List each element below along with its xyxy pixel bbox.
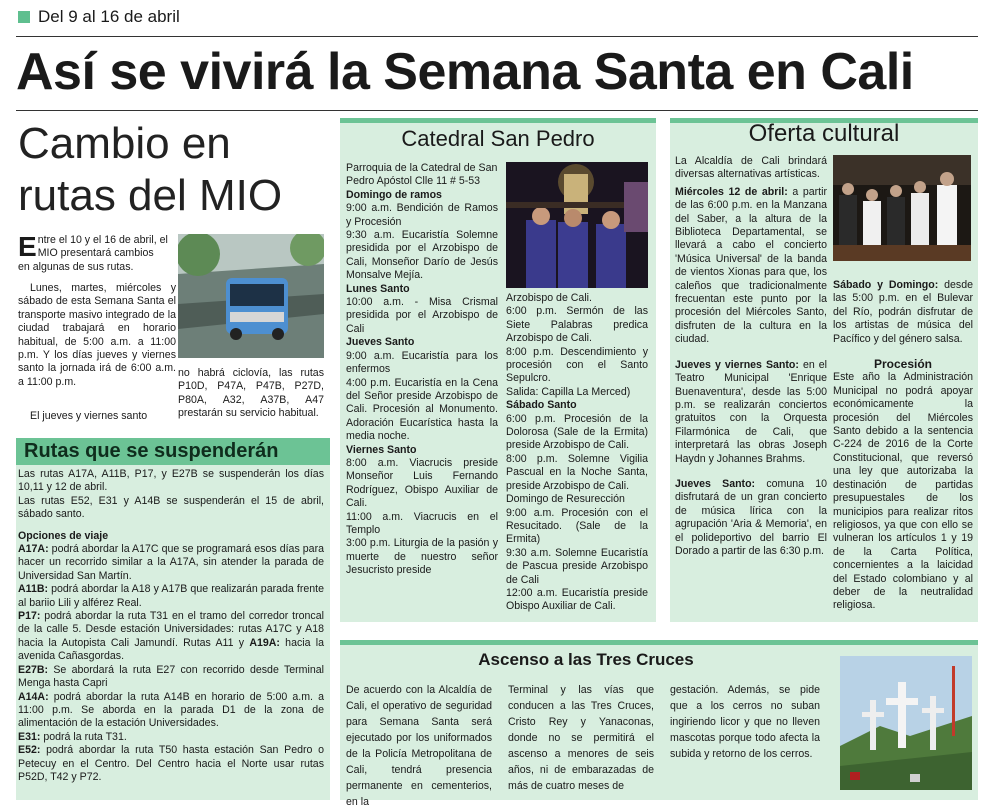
rutas-title: Rutas que se suspenderán — [24, 440, 279, 462]
option-a14a — [18, 691, 324, 731]
ascenso-col-2: Terminal y las vías que conducen a las Tres Cruces, Cristo Rey y Yanaconas, donde no se permitirá el ascenso a menores de seis años, ni de embarazadas de más de cuatro meses de — [508, 684, 654, 792]
viernes-item: 8:00 a.m. Viacrucis preside Monseñor Luis Fernando Rodríguez, Obispo Auxiliar de Cali. — [346, 456, 498, 510]
viernes-item: 11:00 a.m. Viacrucis en el Templo — [346, 510, 498, 536]
catedral-top-bar — [340, 118, 656, 123]
col2-item: Arzobispo de Cali. — [506, 292, 592, 304]
date-bar — [18, 6, 180, 28]
ascenso-col-3: gestación. Además, se pide que a los cerros no suban ingiriendo licor y que no lleven mascotas porque todo afecta la subida y retorno de los cerros. — [670, 684, 820, 760]
option-text: podrá abordar la A17C que se programará esos días para hacer un recorrido similar a la A17A, sin atender la parada de Universidad San Martín. — [18, 543, 324, 582]
sabado-item: 8:00 p.m. Solemne Vigilia Pascual en la Noche Santa, preside Arzobispo de Cali. — [506, 452, 648, 492]
js-label: Jueves Santo: — [675, 477, 756, 490]
mio-title-line-1: Cambio en — [18, 119, 231, 168]
option-text: podrá abordar la ruta T31 en el tramo del corredor troncal de la calle 5. Desde estación Universidades: rutas A17C y A18 hacia la Autopista Cali Jamundí. Rutas A11 y — [18, 610, 324, 649]
lunes-title: Lunes Santo — [346, 282, 410, 295]
orchestra-photo — [833, 155, 971, 261]
mio-paragraph-2: Lunes, martes, miércoles y sábado de esta Semana Santa el transporte masivo integrado de la ciudad trabajará en horario habitual, de 5:00 a.m. a 11:00 p.m. Y los días jueves y viernes santo la jornada irá de 6:00 a.m. a 11:00 p.m. — [18, 282, 176, 388]
option-route: P17: — [18, 610, 41, 623]
intro-line-1: ntre el 10 y el 16 de abril, el — [37, 234, 168, 246]
intro-line-2: MIO presentará cambios — [37, 247, 154, 260]
sabado-title: Sábado Santo — [506, 399, 577, 412]
option-text: podrá abordar la ruta T50 hasta estación San Pedro o Petecuy en el Centro. Del Centro hacia el Norte usar rutas P52D, T42 y P72. — [18, 744, 325, 783]
option-route: A19A: — [249, 636, 280, 649]
sabado-item: 6:00 p.m. Procesión de la Dolorosa (Sale de la Ermita) preside Arzobispo de Cali. — [506, 412, 648, 452]
sd-label: Sábado y Domingo: — [833, 279, 939, 291]
catedral-title: Catedral San Pedro — [401, 126, 595, 151]
mio-intro — [18, 231, 176, 274]
option-a11b — [18, 583, 324, 610]
ascenso-col-1: De acuerdo con la Alcaldía de Cali, el operativo de seguridad para Semana Santa será ejecutado por los uniformados de la Policía Metropolitana de Cali, tendrá presencia permanente en cementerios, en la — [346, 684, 492, 808]
option-route: A17A: — [18, 543, 49, 556]
green-square-icon — [18, 11, 30, 23]
option-route: E52: — [18, 744, 41, 757]
ascenso-title: Ascenso a las Tres Cruces — [478, 650, 694, 669]
miercoles-item — [675, 186, 827, 347]
resureccion-item: 9:30 a.m. Solemne Eucaristía de Pascua preside Arzobispo de Cali — [506, 546, 648, 586]
option-text: podrá la ruta T31. — [43, 730, 127, 743]
tres-cruces-photo — [840, 656, 972, 790]
catedral-intro: Parroquia de la Catedral de San Pedro Apóstol Clle 11 # 5-53 — [346, 162, 498, 188]
option-e52 — [18, 744, 324, 784]
option-e27b — [18, 664, 324, 691]
top-divider — [16, 36, 978, 37]
mio-paragraph-3-cont: no habrá ciclovía, las rutas P10D, P47A, P47B, P27D, P80A, A32, A37B, A47 prestarán su servicio habitual. — [178, 367, 324, 420]
jueves-viernes-item — [675, 359, 827, 466]
mio-bus-photo — [178, 234, 324, 358]
dropcap: E — [18, 231, 37, 262]
mio-title — [18, 118, 338, 222]
rutas-para-2: Las rutas E52, E31 y A14B se suspenderán el 15 de abril, sábado santo. — [18, 494, 324, 521]
js-text: comuna 10 disfrutará de un gran concierto de música lírica con la agrupación 'Aria & Memoria', en el polideportivo del barrio El Dorado a partir de las 6:30 p.m. — [675, 477, 827, 557]
date-label: Del 9 al 16 de abril — [38, 7, 180, 26]
miercoles-text: a partir de las 6:00 p.m. en la Manzana del Saber, a la altura de la Biblioteca Departamental, se llevará a cabo el concierto 'Música Universal' de la banda de vientos Xionas para que, los caleños que tradicionalmente frecuentan este punto por la procesión del Miércoles Santo, disfruten de la cultura en la ciudad. — [675, 185, 827, 346]
catedral-col-1 — [346, 162, 498, 578]
jv-label: Jueves y viernes Santo: — [675, 358, 799, 371]
option-text: Se abordará la ruta E27 con recorrido desde Terminal Menga hasta Capri — [18, 663, 324, 690]
intro-line-3: en algunas de sus rutas. — [18, 260, 134, 273]
procesion-title: Procesión — [873, 357, 933, 372]
procesion-text: Este año la Administración Municipal no podrá apoyar económicamente la procesión del Miércoles Santo debido a la sentencia C-224 de 2016 de la Corte Constitucional, que reversó una ley que autorizaba la destinación de partidas presupuestales de los municipios para realizar ritos religiosos, ya que con ello se vulneran los artículos 1 y 19 de la Carta Política, concernientes a la laicidad del Estado colombiano y al deber de la neutralidad religiosa. — [833, 371, 973, 612]
domingo-item: 9:00 a.m. Bendición de Ramos y Procesión — [346, 202, 498, 228]
col2-item: 8:00 p.m. Descendimiento y procesión con el Santo Sepulcro. — [506, 345, 648, 385]
col2-item: 6:00 p.m. Sermón de las Siete Palabras predica Arzobispo de Cali. — [506, 305, 648, 345]
option-p17 — [18, 610, 324, 664]
oferta-intro: La Alcaldía de Cali brindará diversas alternativas artísticas. — [675, 155, 827, 181]
page-headline: Así se vivirá la Semana Santa en Cali — [16, 43, 914, 101]
sd-text: desde las 5:00 p.m. en el Bulevar del Río, podrán disfrutar de los artistas de música del Pacífico y del género salsa. — [833, 279, 974, 345]
option-a17a — [18, 543, 324, 583]
lunes-item: 10:00 a.m. - Misa Crismal presidida por el Arzobispo de Cali — [346, 296, 498, 335]
option-route: A14A: — [18, 690, 49, 703]
oferta-col-1 — [675, 155, 827, 558]
option-route: E27B: — [18, 663, 49, 676]
domingo-item: 9:30 a.m. Eucaristía Solemne presidida por el Arzobispo de Cali, Monseñor Darío de Jesús Monsalve Mejía. — [346, 229, 498, 282]
headline-divider — [16, 110, 978, 111]
option-text: hacia la avenida Cañasgordas. — [18, 636, 324, 663]
rutas-body — [18, 468, 324, 784]
jueves-santo-item — [675, 478, 827, 558]
jv-text: en el Teatro Municipal 'Enrique Buenaventura', desde las 5:00 p.m. se realizarán conciertos gratuitos con la Orquesta Filarmónica de Cali, que interpretará las obras Joseph Haydn y Johannes Brahms. — [675, 358, 827, 465]
jueves-item: 9:00 a.m. Eucaristía para los enfermos — [346, 349, 498, 376]
jueves-item: 4:00 p.m. Eucaristía en la Cena del Señor preside Arzobispo de Cali. Procesión al Monumento. Adoración Eucarística hasta la media noche. — [346, 376, 498, 443]
ascenso-top-bar — [340, 640, 978, 645]
option-e31 — [18, 731, 324, 744]
miercoles-label: Miércoles 12 de abril: — [675, 185, 788, 198]
option-route: E31: — [18, 730, 41, 743]
option-text: podrá abordar la ruta A14B en horario de 5:00 a.m. a 11:00 p.m. Se aborda en la parada D1 de la zona de alimentación de la estación Universidades. — [18, 690, 324, 730]
catedral-col-2 — [506, 292, 648, 614]
domingo-title: Domingo de ramos — [346, 188, 442, 201]
resureccion-item: 9:00 a.m. Procesión con el Resucitado. (Sale de la Ermita) — [506, 506, 648, 546]
oferta-title: Oferta cultural — [748, 120, 900, 147]
jueves-title: Jueves Santo — [346, 336, 415, 349]
sabado-domingo-item — [833, 279, 973, 346]
option-text: podrá abordar la A18 y A17B que realizarán parada frente al bariio Lili y alférez Real. — [18, 583, 324, 609]
options-title: Opciones de viaje — [18, 529, 109, 542]
mio-title-line-2: rutas del MIO — [18, 171, 283, 220]
resureccion-title: Domingo de Resurección — [506, 493, 625, 506]
option-route: A11B: — [18, 583, 49, 596]
col2-item: Salida: Capilla La Merced) — [506, 385, 631, 398]
oferta-col-2 — [833, 279, 973, 613]
resureccion-item: 12:00 a.m. Eucaristía preside Obispo Auxiliar de Cali. — [506, 586, 648, 613]
procession-photo — [506, 162, 648, 288]
viernes-item: 3:00 p.m. Liturgia de la pasión y muerte de nuestro señor Jesucristo preside — [346, 537, 498, 577]
mio-paragraph-3-start: El jueves y viernes santo — [30, 410, 148, 422]
rutas-para-1: Las rutas A17A, A11B, P17, y E27B se suspenderán los días 10,11 y 12 de abril. — [18, 468, 324, 494]
viernes-title: Viernes Santo — [346, 443, 417, 456]
